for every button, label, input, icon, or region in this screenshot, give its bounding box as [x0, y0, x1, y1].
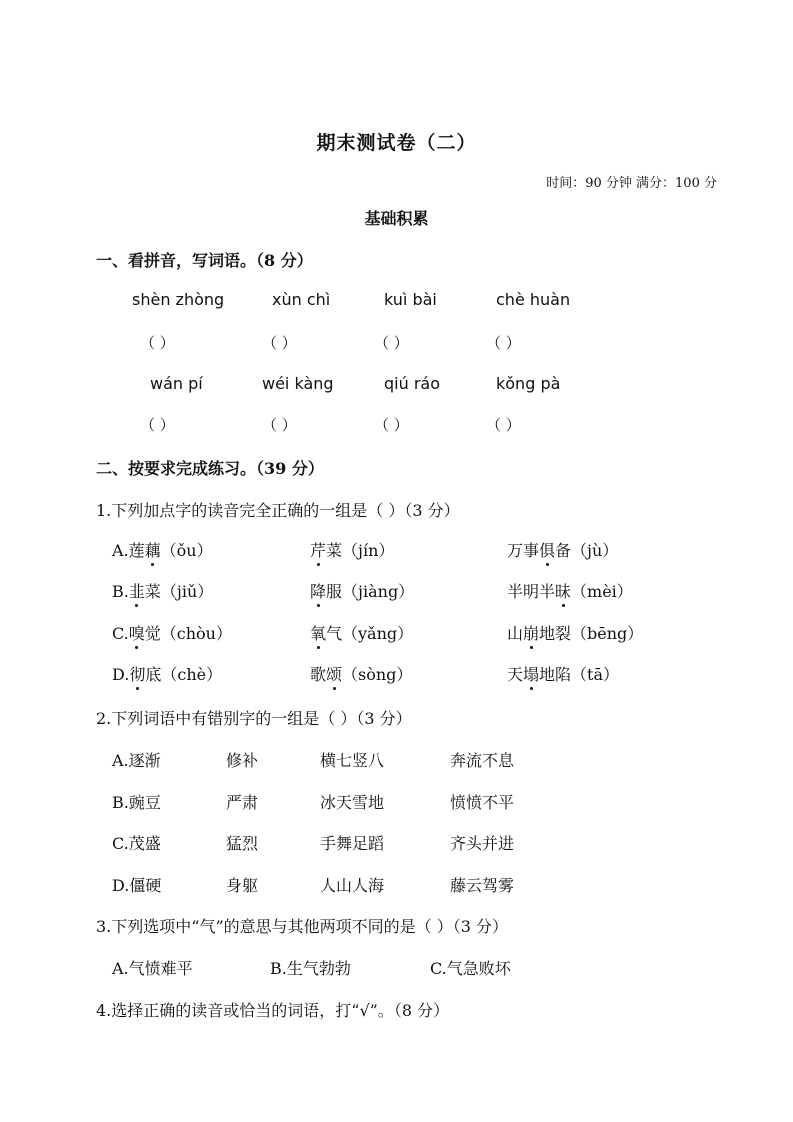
q1-option: C.嗅觉（chòu） — [112, 621, 232, 644]
question-4-stem: 4.选择正确的读音或恰当的词语，打“√”。（8 分） — [96, 1001, 450, 1020]
answer-bracket[interactable]: （ ） — [374, 416, 409, 434]
q1-option: 氧气（yǎng） — [310, 621, 413, 644]
pinyin-item: chè huàn — [496, 290, 571, 309]
answer-bracket[interactable]: （ ） — [140, 334, 175, 352]
q2-word: A.逐渐 — [112, 751, 161, 770]
part1-heading: 一、看拼音，写词语。（8 分） — [96, 251, 313, 270]
question-3-stem: 3.下列选项中“气”的意思与其他两项不同的是（ ）（3 分） — [96, 917, 508, 936]
q2-word: 冰天雪地 — [320, 793, 385, 812]
exam-meta: 时间：90 分钟 满分：100 分 — [546, 176, 717, 191]
q1-option: A.莲藕（ǒu） — [112, 538, 213, 561]
q3-option: C.气急败坏 — [430, 959, 511, 978]
q1-option: 芹菜（jín） — [310, 538, 394, 561]
question-1-stem: 1.下列加点字的读音完全正确的一组是（ ）（3 分） — [96, 501, 460, 520]
q2-word: 猛烈 — [226, 834, 259, 853]
q2-word: 横七竖八 — [320, 751, 385, 770]
q1-option: 山崩地裂（bēng） — [507, 621, 643, 644]
q2-word: 手舞足蹈 — [320, 834, 385, 853]
q3-option: B.生气勃勃 — [270, 959, 351, 978]
answer-bracket[interactable]: （ ） — [486, 416, 521, 434]
pinyin-item: shèn zhòng — [132, 290, 225, 309]
q1-option: 天塌地陷（tā） — [507, 662, 619, 685]
answer-bracket[interactable]: （ ） — [262, 334, 297, 352]
answer-bracket[interactable]: （ ） — [262, 416, 297, 434]
q1-option: 半明半昧（mèi） — [507, 579, 633, 602]
answer-bracket[interactable]: （ ） — [374, 334, 409, 352]
q1-option: 万事俱备（jù） — [507, 538, 618, 561]
pinyin-item: kǒng pà — [496, 374, 561, 393]
q2-word: D.僵硬 — [112, 876, 162, 895]
q2-word: 人山人海 — [320, 876, 385, 895]
page-title: 期末测试卷（二） — [316, 132, 477, 154]
q2-word: 严肃 — [226, 793, 259, 812]
q2-word: 藤云驾雾 — [450, 876, 515, 895]
question-2-stem: 2.下列词语中有错别字的一组是（ ）（3 分） — [96, 709, 412, 728]
q1-option: 歌颂（sòng） — [310, 662, 412, 685]
q1-option: D.彻底（chè） — [112, 662, 222, 685]
pinyin-item: xùn chì — [272, 290, 331, 309]
q2-word: 修补 — [226, 751, 259, 770]
pinyin-item: wéi kàng — [262, 374, 334, 393]
answer-bracket[interactable]: （ ） — [486, 334, 521, 352]
answer-bracket[interactable]: （ ） — [140, 416, 175, 434]
section-title: 基础积累 — [364, 209, 429, 228]
pinyin-item: qiú ráo — [384, 374, 440, 393]
q3-option: A.气愤难平 — [112, 959, 193, 978]
q1-option: 降服（jiàng） — [310, 579, 414, 602]
pinyin-item: kuì bài — [384, 290, 437, 309]
q2-word: C.茂盛 — [112, 834, 161, 853]
q2-word: B.豌豆 — [112, 793, 161, 812]
q2-word: 齐头并进 — [450, 834, 515, 853]
q1-option: B.韭菜（jiǔ） — [112, 579, 213, 602]
q2-word: 奔流不息 — [450, 751, 515, 770]
q2-word: 愤愤不平 — [450, 793, 515, 812]
pinyin-item: wán pí — [150, 374, 203, 393]
q2-word: 身躯 — [226, 876, 259, 895]
part2-heading: 二、按要求完成练习。（39 分） — [96, 459, 324, 478]
